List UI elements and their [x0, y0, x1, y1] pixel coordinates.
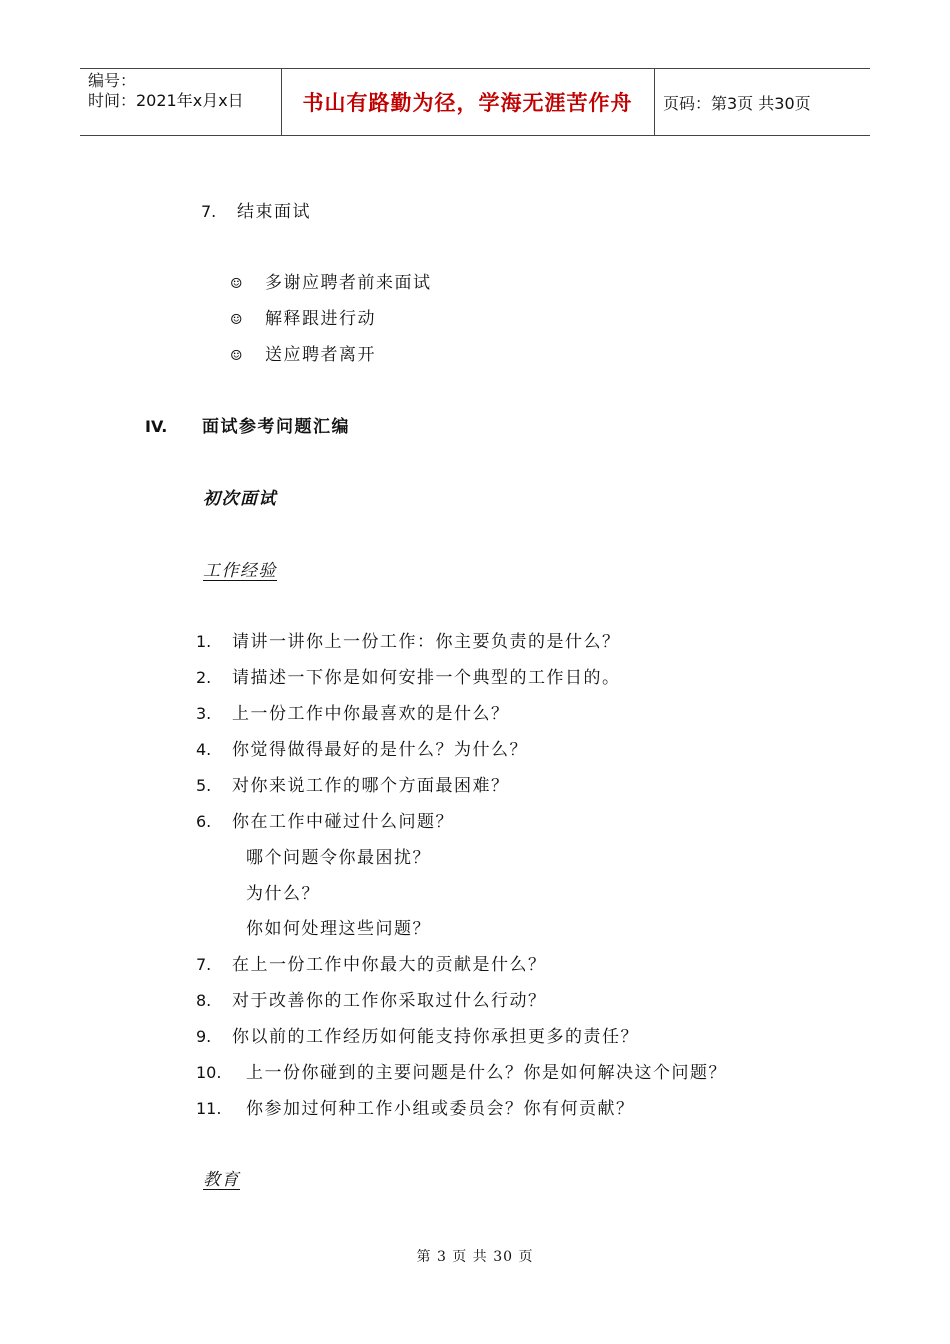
subheading-initial-interview: 初次面试	[203, 489, 277, 509]
question-item	[196, 627, 621, 652]
question-text: 你在工作中碰过什么问题？	[232, 812, 454, 832]
smiley-bullet-icon: ☺	[230, 348, 245, 364]
question-text: 你参加过何种工作小组或委员会？你有何贡献？	[246, 1099, 635, 1119]
section-7-heading	[201, 197, 311, 222]
question-item	[196, 807, 454, 832]
question-number: 1.	[196, 632, 212, 651]
question-item	[196, 1094, 635, 1119]
header-divider	[654, 69, 655, 135]
section-4-number: IV.	[145, 417, 168, 436]
question-item	[196, 1022, 639, 1047]
question-number: 5.	[196, 776, 212, 795]
question-text: 上一份你碰到的主要问题是什么？你是如何解决这个问题？	[246, 1063, 727, 1083]
question-number: 7.	[196, 955, 212, 974]
question-number: 3.	[196, 704, 212, 723]
question-text: 上一份工作中你最喜欢的是什么？	[232, 704, 510, 724]
bullet-item	[230, 304, 376, 329]
page-header	[80, 68, 870, 136]
question-item	[196, 663, 621, 688]
header-number-label: 编号：	[88, 71, 137, 90]
smiley-bullet-icon: ☺	[230, 276, 245, 292]
header-page-label: 页码：第3页 共30页	[663, 93, 811, 113]
question-number: 4.	[196, 740, 212, 759]
question-number: 8.	[196, 991, 212, 1010]
question-text: 你以前的工作经历如何能支持你承担更多的责任？	[232, 1027, 639, 1047]
question-item	[196, 735, 528, 760]
question-item	[196, 950, 547, 975]
sub-question: 你如何处理这些问题？	[246, 919, 431, 939]
question-text: 你觉得做得最好的是什么？为什么？	[232, 740, 528, 760]
header-motto: 书山有路勤为径，学海无涯苦作舟	[302, 91, 633, 115]
sub-question: 哪个问题令你最困扰？	[246, 848, 431, 868]
bullet-item	[230, 340, 376, 365]
question-text: 对你来说工作的哪个方面最困难？	[232, 776, 510, 796]
header-time-label: 时间：2021年x月x日	[88, 91, 244, 110]
question-text: 请讲一讲你上一份工作：你主要负责的是什么？	[232, 632, 621, 652]
question-number: 9.	[196, 1027, 212, 1046]
category-education: 教育	[203, 1170, 240, 1190]
question-number: 10.	[196, 1063, 222, 1082]
question-number: 11.	[196, 1099, 222, 1118]
question-number: 6.	[196, 812, 212, 831]
section-4-heading	[145, 412, 350, 437]
question-text: 请描述一下你是如何安排一个典型的工作日的。	[232, 668, 621, 688]
page-footer: 第 3 页 共 30 页	[416, 1249, 534, 1265]
question-item	[196, 699, 510, 724]
question-item	[196, 986, 547, 1011]
question-text: 对于改善你的工作你采取过什么行动？	[232, 991, 547, 1011]
sub-question: 为什么？	[246, 884, 320, 904]
section-7-number: 7.	[201, 202, 217, 221]
section-4-title: 面试参考问题汇编	[202, 417, 350, 437]
question-item	[196, 771, 510, 796]
bullet-text: 送应聘者离开	[265, 345, 376, 365]
section-7-title: 结束面试	[237, 202, 311, 222]
bullet-text: 解释跟进行动	[265, 309, 376, 329]
bullet-text: 多谢应聘者前来面试	[265, 273, 432, 293]
header-info	[88, 71, 283, 111]
category-work-experience: 工作经验	[203, 561, 277, 581]
smiley-bullet-icon: ☺	[230, 312, 245, 328]
question-number: 2.	[196, 668, 212, 687]
bullet-item	[230, 268, 432, 293]
question-text: 在上一份工作中你最大的贡献是什么？	[232, 955, 547, 975]
question-item	[196, 1058, 727, 1083]
